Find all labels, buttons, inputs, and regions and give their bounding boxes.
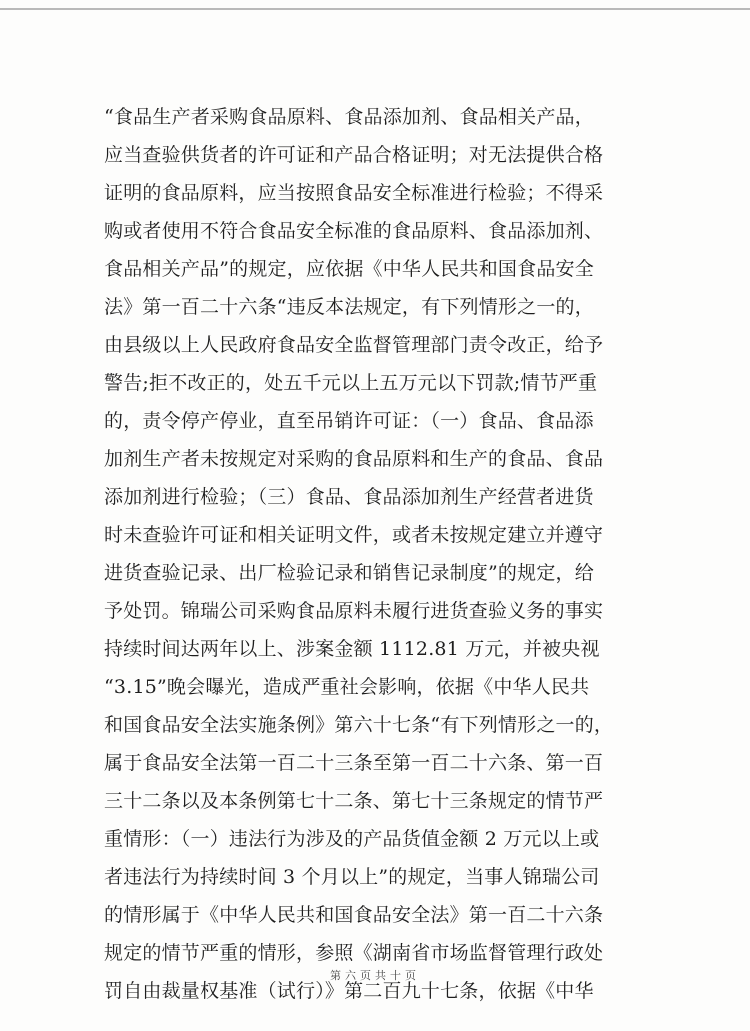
text-line: 规定的情节严重的情形，参照《湖南省市场监督管理行政处 [104, 942, 604, 964]
text-line: 持续时间达两年以上、涉案金额 1112.81 万元，并被央视 [104, 638, 600, 660]
text-line: 由县级以上人民政府食品安全监督管理部门责令改正，给予 [104, 334, 604, 356]
text-line: 购或者使用不符合食品安全标准的食品原料、食品添加剂、 [104, 220, 604, 242]
text-line: 的情形属于《中华人民共和国食品安全法》第一百二十六条 [104, 904, 604, 926]
text-line: 罚自由裁量权基准（试行）》第二百九十七条，依据《中华 [104, 980, 594, 1002]
page-footer: 第六页共十页 [330, 969, 420, 982]
text-line: 重情形：（一）违法行为涉及的产品货值金额 2 万元以上或 [104, 828, 600, 850]
text-line: 和国食品安全法实施条例》第六十七条“有下列情形之一的， [104, 714, 614, 736]
text-line: 三十二条以及本条例第七十二条、第七十三条规定的情节严 [104, 790, 604, 812]
text-line: 者违法行为持续时间 3 个月以上”的规定，当事人锦瑞公司 [104, 866, 600, 888]
scan-top-edge [0, 8, 750, 10]
text-line: 加剂生产者未按规定对采购的食品原料和生产的食品、食品 [104, 448, 604, 470]
text-line: 应当查验供货者的许可证和产品合格证明；对无法提供合格 [104, 144, 604, 166]
text-line: 法》第一百二十六条“违反本法规定，有下列情形之一的， [104, 296, 594, 318]
text-line: 属于食品安全法第一百二十三条至第一百二十六条、第一百 [104, 752, 604, 774]
text-line: 进货查验记录、出厂检验记录和销售记录制度”的规定，给 [104, 562, 594, 584]
text-line: 证明的食品原料，应当按照食品安全标准进行检验；不得采 [104, 182, 604, 204]
text-line: 时未查验许可证和相关证明文件，或者未按规定建立并遵守 [104, 524, 604, 546]
text-line: 予处罚。锦瑞公司采购食品原料未履行进货查验义务的事实 [104, 600, 604, 622]
text-line: 添加剂进行检验；（三）食品、食品添加剂生产经营者进货 [104, 486, 594, 508]
text-line: 食品相关产品”的规定，应依据《中华人民共和国食品安全 [104, 258, 594, 280]
text-line: 的，责令停产停业，直至吊销许可证：（一）食品、食品添 [104, 410, 594, 432]
body-text [104, 98, 634, 1010]
text-line: “3.15”晚会曝光，造成严重社会影响，依据《中华人民共 [104, 676, 590, 698]
text-line: “食品生产者采购食品原料、食品添加剂、食品相关产品， [104, 106, 594, 128]
text-line: 警告;拒不改正的，处五千元以上五万元以下罚款;情节严重 [104, 372, 598, 394]
